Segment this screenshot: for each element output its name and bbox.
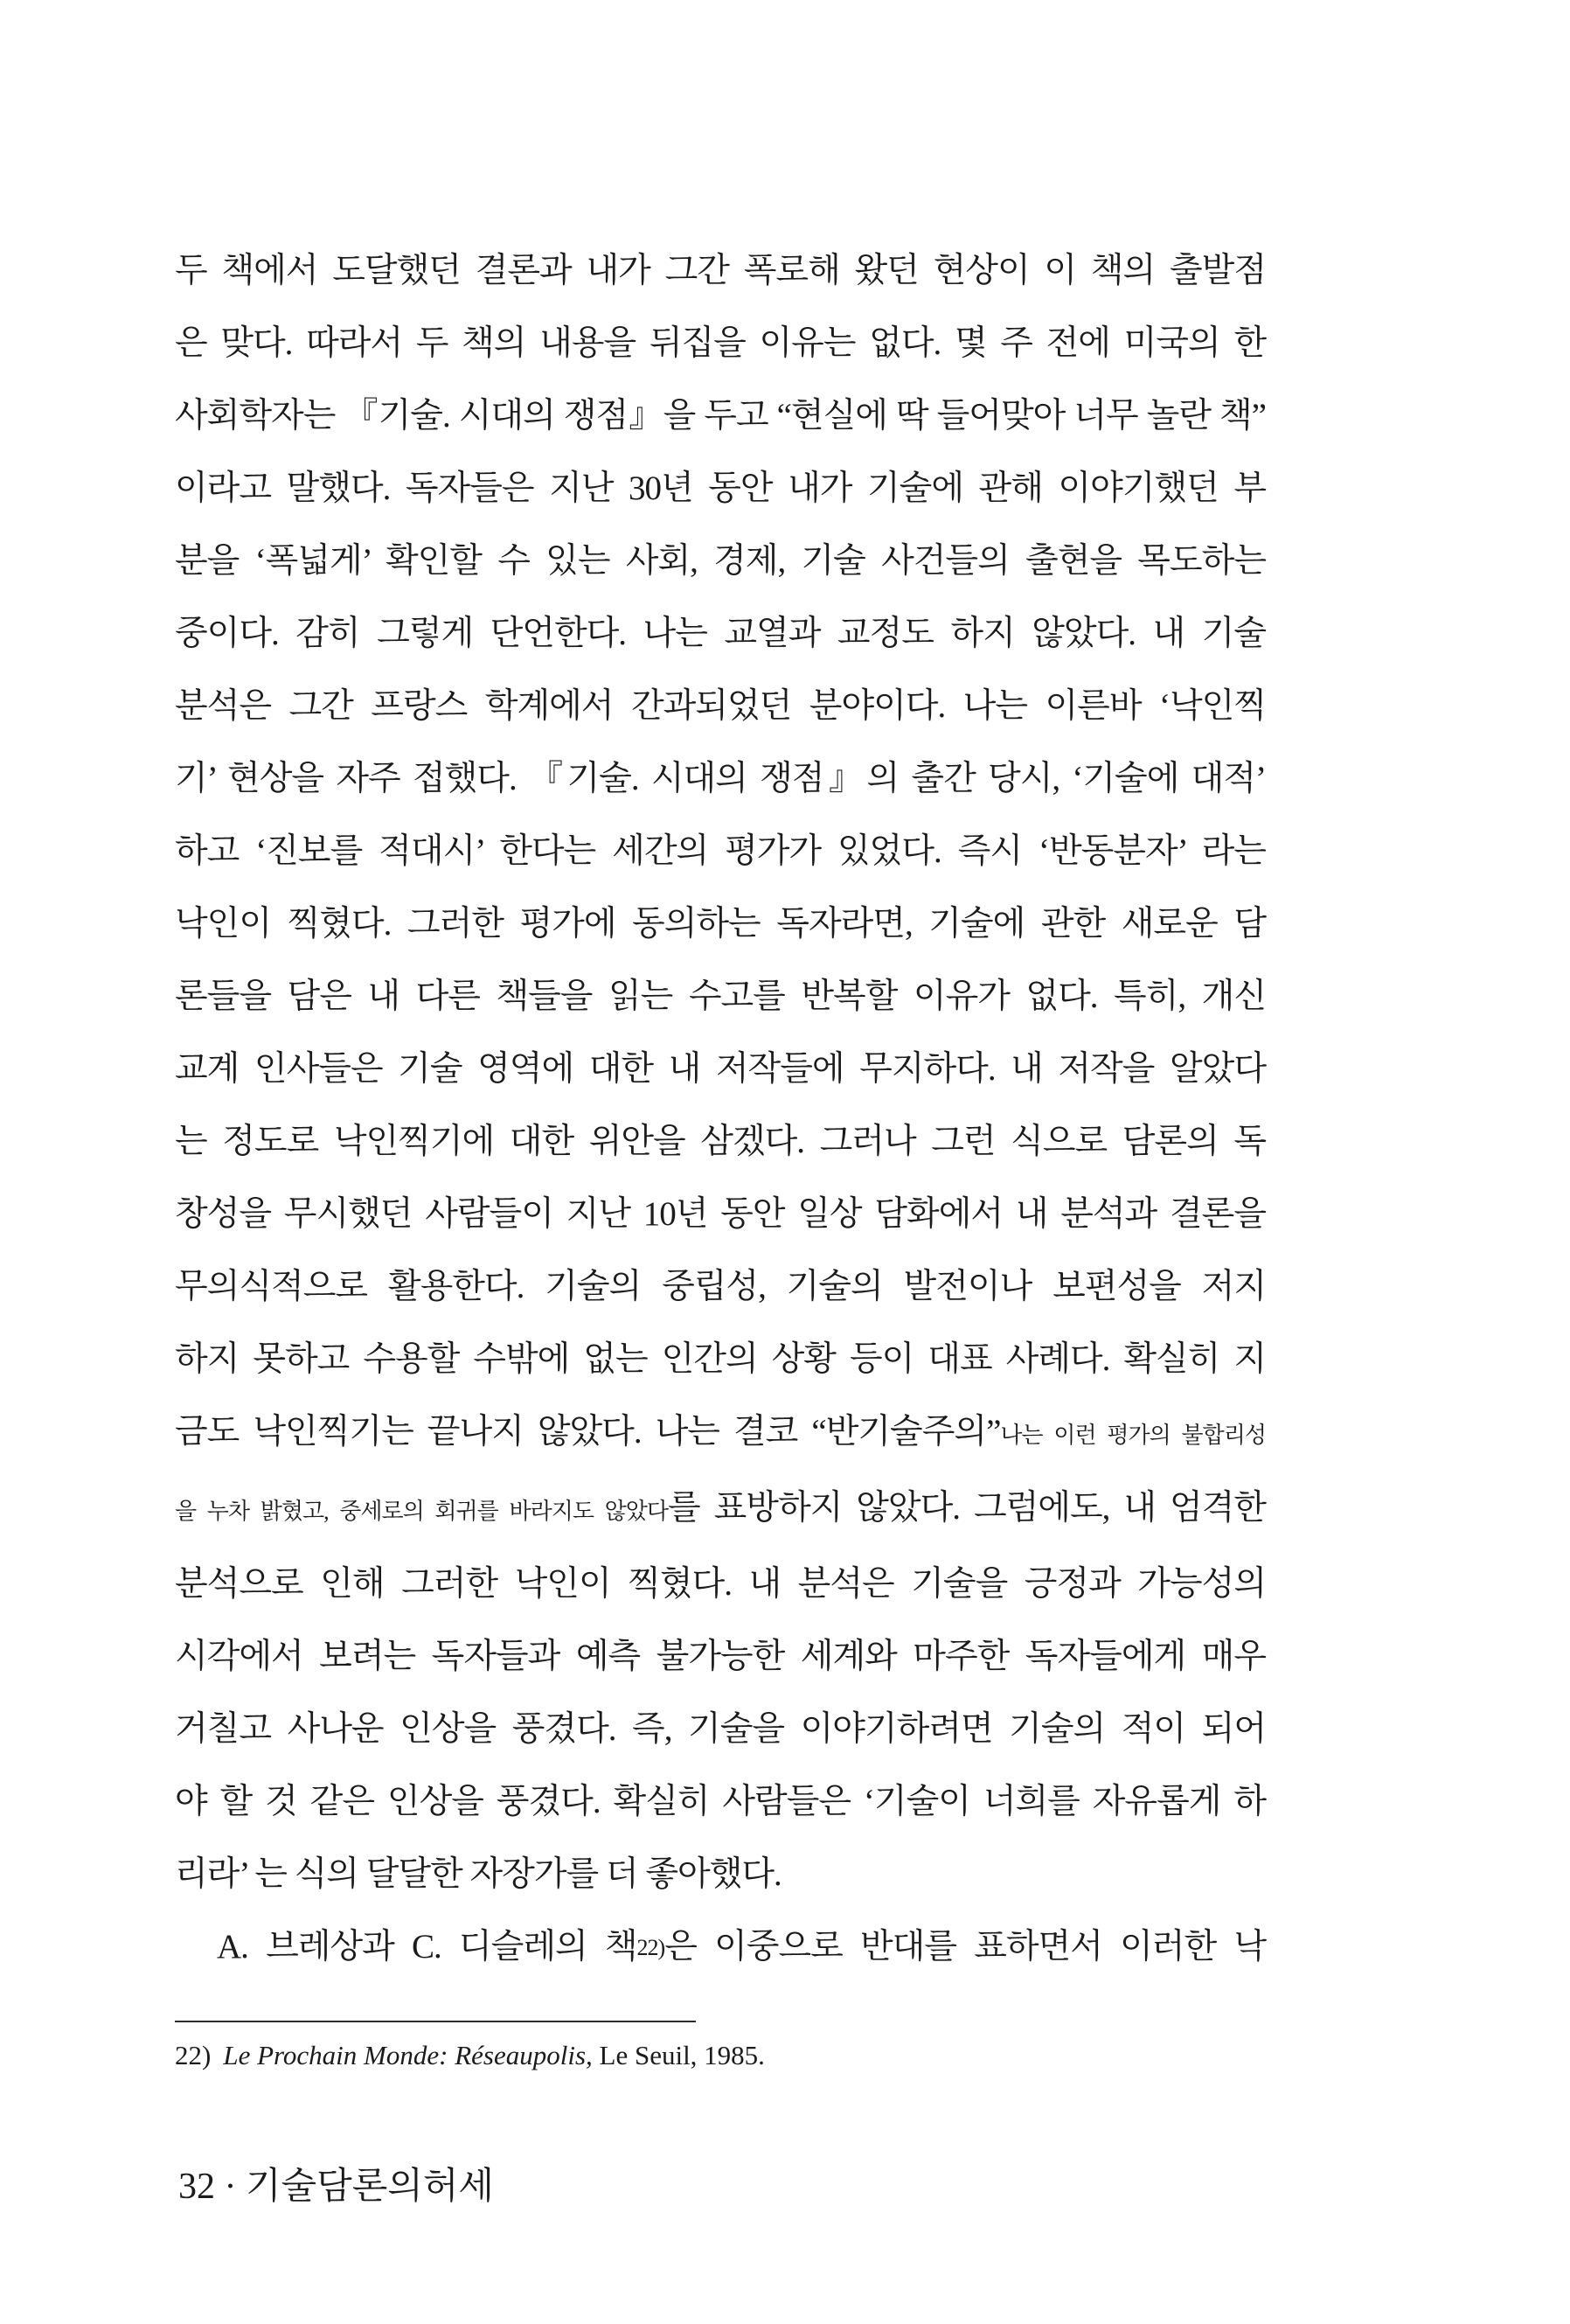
body-text-segment: 하고 ‘진보를 적대시’ 한다는 세간의 평가가 있었다. 즉시 ‘반동분자’ 라는 [175, 832, 1266, 870]
body-text-line [175, 1910, 1266, 1987]
body-text-segment: 중이다. 감히 그렇게 단언한다. 나는 교열과 교정도 하지 않았다. 내 기술 [175, 615, 1266, 652]
body-text-line [175, 960, 1266, 1033]
body-text-segment: 분석으로 인해 그러한 낙인이 찍혔다. 내 분석은 기술을 긍정과 가능성의 [175, 1565, 1266, 1603]
body-text-line [175, 1693, 1266, 1765]
body-text-segment: 은 이중으로 반대를 표하면서 이러한 낙 [664, 1928, 1266, 1966]
body-text-line [175, 525, 1266, 597]
inline-note-segment: 나는 이런 평가의 불합리성 [1000, 1423, 1267, 1448]
body-text-line [175, 887, 1266, 960]
body-text-line [175, 1178, 1266, 1250]
body-text-segment: 를 표방하지 않았다. 그럼에도, 내 엄격한 [667, 1489, 1266, 1527]
body-text-line [175, 234, 1266, 307]
body-text-line [175, 1472, 1266, 1548]
body-text-line [175, 597, 1266, 670]
footnote-publisher: Le Seuil, 1985. [592, 2040, 765, 2070]
body-text-line [175, 1838, 1266, 1910]
body-text-line [175, 1765, 1266, 1838]
body-text-segment: 거칠고 사나운 인상을 풍겼다. 즉, 기술을 이야기하려면 기술의 적이 되어 [175, 1710, 1266, 1748]
body-text-segment: 두 책에서 도달했던 결론과 내가 그간 폭로해 왔던 현상이 이 책의 출발점 [175, 252, 1266, 289]
body-text-segment: 금도 낙인찍기는 끝나지 않았다. 나는 결코 “반기술주의” [175, 1413, 1001, 1451]
body-text-segment: 무의식적으로 활용한다. 기술의 중립성, 기술의 발전이나 보편성을 저지 [175, 1268, 1266, 1305]
body-text-line [175, 1395, 1266, 1472]
body-text-line [175, 815, 1266, 887]
footnote [175, 2037, 1266, 2074]
body-text-segment: 교계 인사들은 기술 영역에 대한 내 저작들에 무지하다. 내 저작을 알았다 [175, 1050, 1266, 1088]
body-text-line [175, 1033, 1266, 1105]
body-text-segment: 론들을 담은 내 다른 책들을 읽는 수고를 반복할 이유가 없다. 특히, 개신 [175, 978, 1266, 1015]
footnote-reference: 22) [636, 1935, 665, 1960]
body-text-segment: 하지 못하고 수용할 수밖에 없는 인간의 상황 등이 대표 사례다. 확실히 지 [175, 1340, 1266, 1378]
body-text-segment: 야 할 것 같은 인상을 풍겼다. 확실히 사람들은 ‘기술이 너희를 자유롭게 하 [175, 1783, 1266, 1820]
body-text-segment: 기’ 현상을 자주 접했다. 『기술. 시대의 쟁점』의 출간 당시, ‘기술에 대적’ [175, 760, 1266, 797]
body-text-segment: 낙인이 찍혔다. 그러한 평가에 동의하는 독자라면, 기술에 관한 새로운 담 [175, 905, 1266, 943]
body-text-segment: 이라고 말했다. 독자들은 지난 30년 동안 내가 기술에 관해 이야기했던 부 [175, 470, 1266, 507]
body-text-segment: 는 정도로 낙인찍기에 대한 위안을 삼겠다. 그러나 그런 식으로 담론의 독 [175, 1123, 1266, 1160]
body-text-line [175, 1323, 1266, 1395]
footnote-marker: 22) [175, 2040, 212, 2070]
body-text-line [175, 307, 1266, 379]
body-text-line [175, 670, 1266, 742]
page-body [175, 234, 1266, 1987]
body-text-line [175, 1620, 1266, 1693]
page-footer [178, 2163, 494, 2210]
page-number-label: 32 · 기술담론의허세 [178, 2167, 494, 2207]
body-text-line [175, 452, 1266, 525]
body-text-line [175, 1105, 1266, 1178]
body-text-line [175, 379, 1266, 452]
body-text-segment: 사회학자는 『기술. 시대의 쟁점』을 두고 “현실에 딱 들어맞아 너무 놀란 책” [175, 397, 1266, 435]
body-text-segment: 시각에서 보려는 독자들과 예측 불가능한 세계와 마주한 독자들에게 매우 [175, 1638, 1266, 1675]
body-text-line [175, 1548, 1266, 1620]
body-text-segment: 분석은 그간 프랑스 학계에서 간과되었던 분야이다. 나는 이른바 ‘낙인찍 [175, 687, 1266, 725]
body-text-segment: A. 브레상과 C. 디슬레의 책 [217, 1928, 637, 1966]
footnote-title: Le Prochain Monde: Réseaupolis, [223, 2040, 593, 2070]
body-text-segment: 은 맞다. 따라서 두 책의 내용을 뒤집을 이유는 없다. 몇 주 전에 미국의 한 [175, 324, 1266, 362]
inline-note-segment: 을 누차 밝혔고, 중세로의 회귀를 바라지도 않았다 [175, 1499, 668, 1524]
body-text-segment: 창성을 무시했던 사람들이 지난 10년 동안 일상 담화에서 내 분석과 결론을 [175, 1195, 1266, 1233]
footnote-divider [175, 2021, 696, 2022]
body-text-line [175, 1250, 1266, 1323]
body-text-line [175, 742, 1266, 815]
body-text-segment: 분을 ‘폭넓게’ 확인할 수 있는 사회, 경제, 기술 사건들의 출현을 목도하는 [175, 542, 1266, 580]
body-text-segment: 리라’ 는 식의 달달한 자장가를 더 좋아했다. [175, 1855, 782, 1893]
